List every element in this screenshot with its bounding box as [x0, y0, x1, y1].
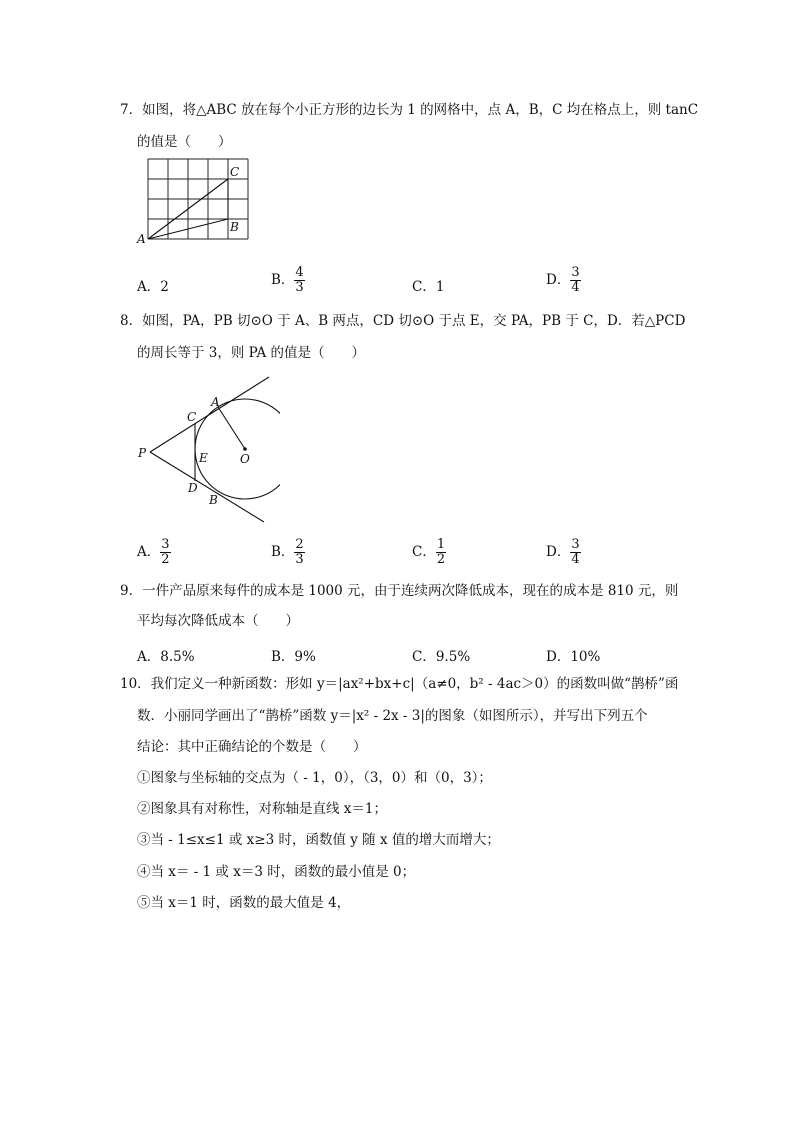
fraction-numerator: 3 [161, 537, 170, 552]
q8-option-d-letter: D． [546, 544, 571, 560]
q7-stem-line2: 的值是（ ） [137, 134, 232, 150]
q7-option-d-letter: D． [546, 272, 571, 288]
fraction-numerator: 2 [295, 537, 304, 552]
q9-option-d-letter: D． [546, 649, 571, 665]
q7-option-c[interactable] [412, 275, 444, 295]
q9-option-c[interactable] [412, 645, 470, 665]
q8-stem-line2: 的周长等于 3，则 PA 的值是（ ） [137, 345, 366, 361]
q9-option-c-value: 9.5% [435, 649, 471, 665]
fraction-numerator: 1 [436, 537, 446, 552]
q8-option-b-letter: B． [271, 544, 295, 560]
q9-option-b-value: 9% [294, 649, 316, 665]
q7-option-c-letter: C． [412, 279, 436, 295]
q9-stem-line2: 平均每次降低成本（ ） [137, 613, 299, 629]
q10-stem-line3: 结论：其中正确结论的个数是（ ） [137, 739, 367, 755]
q8-label-o: O [240, 452, 250, 466]
q9-option-a-value: 8.5% [160, 649, 195, 665]
fraction-numerator: 3 [571, 265, 580, 280]
fraction-denominator: 3 [295, 552, 304, 567]
fraction-numerator: 3 [571, 537, 580, 552]
q10-conclusion-2: ②图象具有对称性，对称轴是直线 x＝1； [137, 801, 387, 817]
q8-center-dot [243, 447, 247, 451]
q7-label-c: C [230, 165, 240, 179]
q8-option-b-fraction [294, 538, 304, 567]
fraction-denominator: 2 [161, 552, 170, 567]
q9-stem-line1: 9．一件产品原来每件的成本是 1000 元，由于连续两次降低成本，现在的成本是 810 元，则 [120, 583, 679, 599]
q7-option-a[interactable] [137, 275, 169, 295]
q7-option-b[interactable] [271, 266, 305, 295]
q8-label-e: E [199, 451, 208, 465]
q7-label-b: B [230, 220, 239, 234]
q9-option-d-value: 10% [570, 649, 601, 665]
q8-option-a[interactable] [137, 538, 171, 567]
fraction-numerator: 4 [295, 265, 304, 280]
q8-tangent-figure [130, 370, 280, 530]
q8-label-d: D [188, 481, 198, 495]
q10-conclusion-3: ③当 - 1≤x≤1 或 x≥3 时，函数值 y 随 x 值的增大而增大； [137, 832, 500, 848]
q7-grid-figure [132, 152, 257, 257]
q8-option-a-fraction [160, 538, 170, 567]
q8-option-c-letter: C． [412, 544, 436, 560]
fraction-denominator: 4 [571, 552, 580, 567]
q8-option-c[interactable] [412, 538, 446, 567]
q8-option-c-fraction [436, 538, 446, 567]
fraction-denominator: 4 [571, 280, 580, 295]
q8-option-a-letter: A． [137, 544, 161, 560]
q9-option-c-letter: C． [412, 649, 436, 665]
q7-option-d[interactable] [546, 266, 581, 295]
q9-option-a[interactable] [137, 645, 195, 665]
q9-option-d[interactable] [546, 645, 600, 665]
q9-option-a-letter: A． [137, 649, 161, 665]
q7-label-a: A [137, 232, 146, 246]
q7-option-a-value: 2 [160, 279, 169, 295]
q10-stem-line1: 10．我们定义一种新函数：形如 y＝|ax²+bx+c|（a≠0，b² - 4ac＞0）的函数叫做“鹊桥”函 [120, 676, 679, 692]
q10-stem-line2: 数．小丽同学画出了“鹊桥”函数 y＝|x² - 2x - 3|的图象（如图所示），并写出下列五个 [137, 708, 648, 724]
q8-circle-o [195, 399, 280, 499]
q10-conclusion-4: ④当 x＝ - 1 或 x＝3 时，函数的最小值是 0； [137, 864, 416, 880]
fraction-denominator: 3 [295, 280, 304, 295]
q9-option-b[interactable] [271, 645, 316, 665]
q7-option-c-value: 1 [435, 279, 445, 295]
q7-option-a-letter: A． [137, 279, 161, 295]
q8-label-b: B [209, 493, 218, 507]
q7-option-b-letter: B． [271, 272, 295, 288]
q8-stem-line1: 8．如图，PA，PB 切⊙O 于 A、B 两点，CD 切⊙O 于点 E，交 PA，PB 于 C，D．若△PCD [120, 313, 686, 329]
q8-option-b[interactable] [271, 538, 305, 567]
q7-option-b-fraction [294, 266, 304, 295]
q8-label-c: C [187, 410, 197, 424]
fraction-denominator: 2 [436, 552, 446, 567]
q7-stem-line1: 7．如图，将△ABC 放在每个小正方形的边长为 1 的网格中，点 A，B，C 均在格点上，则 tanC [120, 102, 699, 118]
q8-label-p: P [138, 446, 147, 460]
q9-option-b-letter: B． [271, 649, 295, 665]
q8-label-a: A [211, 395, 220, 409]
q10-conclusion-1: ①图象与坐标轴的交点为（ - 1，0），（3，0）和（0，3）； [137, 770, 492, 786]
q7-option-d-fraction [570, 266, 580, 295]
q10-conclusion-5: ⑤当 x＝1 时，函数的最大值是 4， [137, 895, 351, 911]
q8-option-d[interactable] [546, 538, 581, 567]
q8-option-d-fraction [570, 538, 580, 567]
